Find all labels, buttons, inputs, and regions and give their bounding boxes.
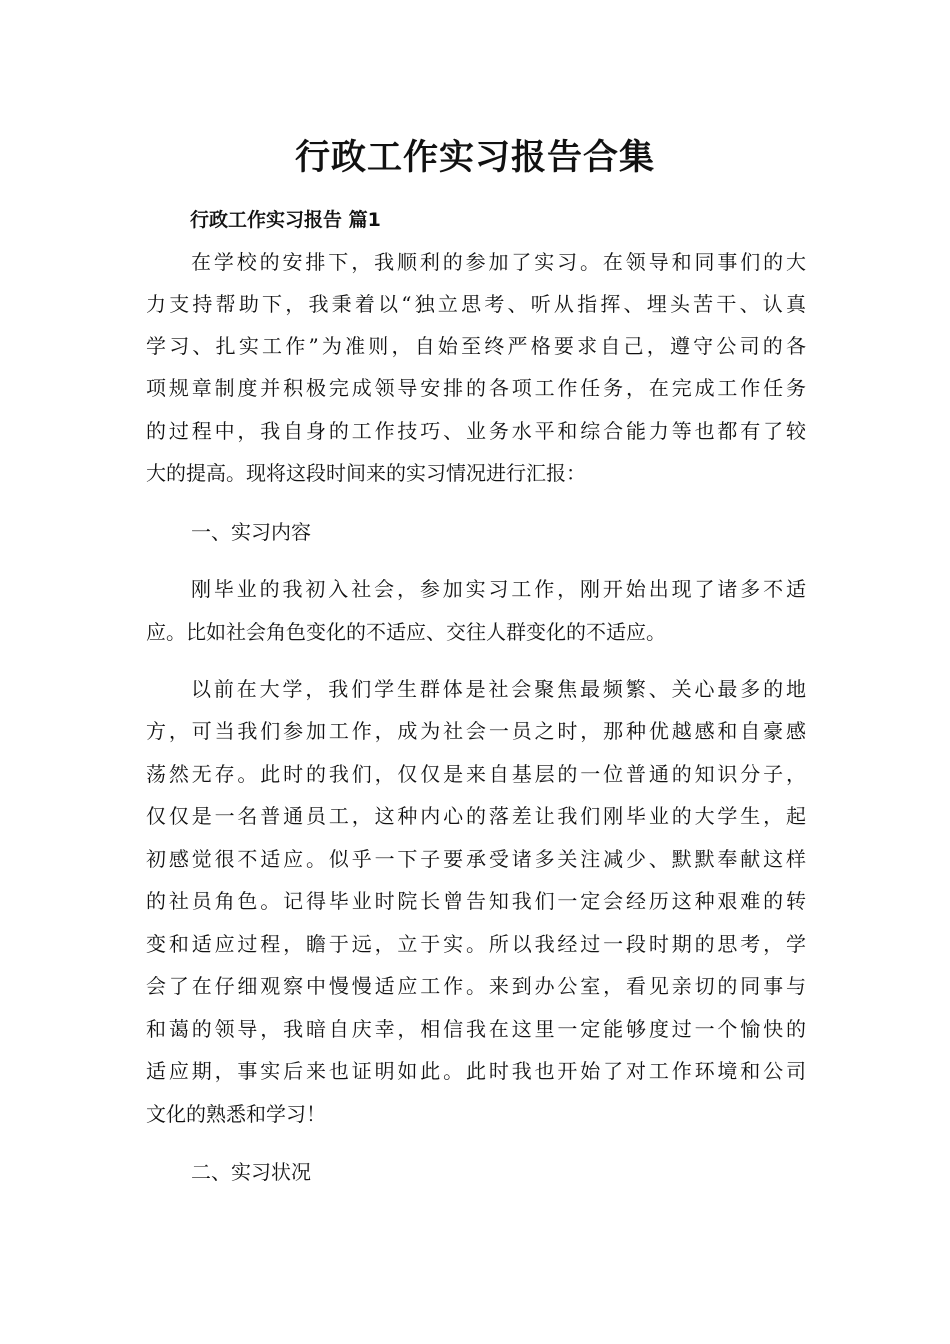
paragraph-line: 会了在仔细观察中慢慢适应工作。来到办公室，看见亲切的同事与 (146, 974, 806, 998)
section-heading: 二、实习状况 (191, 1160, 311, 1184)
paragraph-line: 初感觉很不适应。似乎一下子要承受诸多关注减少、默默奉献这样 (146, 847, 806, 871)
paragraph-line: 大的提高。现将这段时间来的实习情况进行汇报： (146, 461, 586, 485)
paragraph-line: 项规章制度并积极完成领导安排的各项工作任务，在完成工作任务 (146, 376, 806, 400)
paragraph-line: 以前在大学，我们学生群体是社会聚焦最频繁、关心最多的地 (191, 677, 806, 701)
paragraph-line: 适应期，事实后来也证明如此。此时我也开始了对工作环境和公司 (146, 1059, 806, 1083)
paragraph-line: 刚毕业的我初入社会，参加实习工作，刚开始出现了诸多不适 (191, 577, 806, 601)
paragraph-line: 变和适应过程，瞻于远，立于实。所以我经过一段时期的思考，学 (146, 932, 806, 956)
paragraph-line: 学习、扎实工作”为准则，自始至终严格要求自己，遵守公司的各 (146, 334, 806, 358)
paragraph-line: 在学校的安排下，我顺利的参加了实习。在领导和同事们的大 (191, 250, 806, 274)
section-heading: 一、实习内容 (191, 520, 311, 544)
paragraph-line: 应。比如社会角色变化的不适应、交往人群变化的不适应。 (146, 620, 666, 644)
paragraph-line: 荡然无存。此时的我们，仅仅是来自基层的一位普通的知识分子， (146, 762, 806, 786)
paragraph-line: 力支持帮助下，我秉着以“独立思考、听从指挥、埋头苦干、认真 (146, 292, 806, 316)
section-title: 行政工作实习报告 篇1 (190, 209, 381, 231)
paragraph-line: 的过程中，我自身的工作技巧、业务水平和综合能力等也都有了较 (146, 419, 806, 443)
paragraph-line: 和蔼的领导，我暗自庆幸，相信我在这里一定能够度过一个愉快的 (146, 1017, 806, 1041)
paragraph-line: 文化的熟悉和学习！ (146, 1102, 326, 1126)
paragraph-line: 的社员角色。记得毕业时院长曾告知我们一定会经历这种艰难的转 (146, 889, 806, 913)
paragraph-line: 仅仅是一名普通员工，这种内心的落差让我们刚毕业的大学生，起 (146, 804, 806, 828)
paragraph-line: 方，可当我们参加工作，成为社会一员之时，那种优越感和自豪感 (146, 719, 806, 743)
document-title: 行政工作实习报告合集 (294, 138, 655, 178)
